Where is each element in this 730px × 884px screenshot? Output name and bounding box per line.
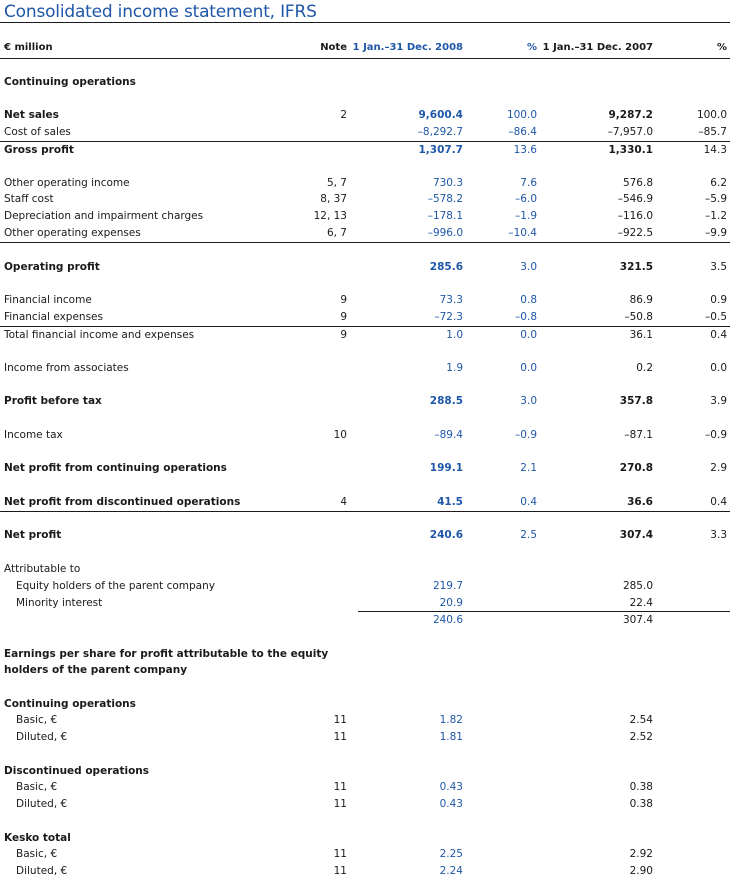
value-2008: 285.6 — [429, 261, 463, 273]
row-label: Cost of sales — [4, 126, 71, 138]
table-row — [0, 360, 730, 377]
table-row — [0, 578, 730, 595]
row-label: Attributable to — [4, 563, 81, 575]
value-2007: 270.8 — [619, 462, 653, 474]
row-label: Depreciation and impairment charges — [4, 210, 204, 222]
row-label: Kesko total — [4, 832, 71, 844]
value-2008: 288.5 — [429, 395, 463, 407]
pct-2008: 3.0 — [520, 261, 537, 273]
value-2008: 219.7 — [432, 580, 463, 592]
pct-2007: 14.3 — [703, 144, 727, 156]
pct-2007: 3.3 — [710, 529, 727, 541]
pct-2008: 100.0 — [506, 109, 537, 121]
table-row — [0, 225, 730, 243]
value-2008: 73.3 — [439, 294, 463, 306]
pct-2007: –0.5 — [705, 311, 727, 323]
row-label: Earnings per share for profit attributable to the equity — [4, 648, 329, 660]
value-2007: 2.90 — [629, 865, 653, 877]
value-2008: –72.3 — [434, 311, 463, 323]
row-note: 11 — [333, 848, 347, 860]
row-label: Net profit — [4, 529, 62, 541]
table-row — [0, 191, 730, 208]
value-2007: 357.8 — [619, 395, 653, 407]
table-row — [0, 259, 730, 276]
row-label: Minority interest — [16, 597, 103, 609]
value-2008: 240.6 — [432, 614, 463, 626]
pct-2008: 0.0 — [520, 362, 537, 374]
pct-2007: –5.9 — [705, 193, 727, 205]
value-2007: 2.54 — [629, 714, 653, 726]
pct-2007: 0.0 — [710, 362, 727, 374]
row-label: Total financial income and expenses — [4, 329, 195, 341]
table-row — [0, 393, 730, 410]
header-period-2007: 1 Jan.–31 Dec. 2007 — [542, 42, 653, 53]
pct-2008: 2.5 — [520, 529, 537, 541]
table-row — [0, 141, 730, 159]
row-label: Income tax — [4, 429, 63, 441]
value-2008: 1.9 — [446, 362, 463, 374]
row-note: 12, 13 — [313, 210, 347, 222]
pct-2007: 6.2 — [710, 177, 727, 189]
value-2007: 86.9 — [629, 294, 653, 306]
row-note: 6, 7 — [326, 227, 347, 239]
value-2007: –546.9 — [617, 193, 653, 205]
pct-2008: 2.1 — [520, 462, 537, 474]
row-note: 11 — [333, 714, 347, 726]
header-note: Note — [320, 42, 347, 53]
value-2007: 0.2 — [636, 362, 653, 374]
pct-2008: 0.4 — [520, 496, 537, 508]
value-2008: –578.2 — [427, 193, 463, 205]
row-note: 11 — [333, 781, 347, 793]
pct-2007: 100.0 — [696, 109, 727, 121]
row-note: 4 — [340, 496, 347, 508]
value-2007: 307.4 — [622, 614, 653, 626]
row-label: Net profit from discontinued operations — [4, 496, 241, 508]
pct-2007: 3.9 — [710, 395, 727, 407]
row-note: 10 — [333, 429, 347, 441]
value-2007: 321.5 — [619, 261, 653, 273]
row-label: Basic, € — [16, 848, 58, 860]
row-note: 5, 7 — [326, 177, 347, 189]
header-unit: € million — [4, 42, 53, 53]
value-2008: 730.3 — [432, 177, 463, 189]
value-2007: 36.1 — [629, 329, 653, 341]
value-2008: 41.5 — [437, 496, 463, 508]
value-2007: 22.4 — [629, 597, 653, 609]
value-2007: –922.5 — [617, 227, 653, 239]
row-label: Net profit from continuing operations — [4, 462, 227, 474]
pct-2007: –85.7 — [698, 126, 727, 138]
page-title: Consolidated income statement, IFRS — [4, 2, 317, 22]
pct-2008: –10.4 — [508, 227, 537, 239]
value-2008: 1.82 — [439, 714, 463, 726]
row-label: Diluted, € — [16, 865, 68, 877]
row-label: Financial expenses — [4, 311, 103, 323]
header-pct-2008: % — [526, 42, 537, 53]
value-2008: –996.0 — [427, 227, 463, 239]
pct-2007: –1.2 — [705, 210, 727, 222]
row-note: 9 — [340, 294, 347, 306]
pct-2008: –6.0 — [515, 193, 537, 205]
value-2007: 36.6 — [627, 496, 653, 508]
row-note: 8, 37 — [320, 193, 347, 205]
table-row — [0, 175, 730, 192]
pct-2008: –86.4 — [508, 126, 537, 138]
value-2008: –8,292.7 — [417, 126, 463, 138]
value-2008: 199.1 — [429, 462, 463, 474]
table-row — [0, 427, 730, 444]
pct-2008: 0.8 — [520, 294, 537, 306]
value-2007: 9,287.2 — [608, 109, 653, 121]
value-2008: 1.81 — [439, 731, 463, 743]
pct-2007: 3.5 — [710, 261, 727, 273]
table-row — [0, 712, 730, 729]
row-note: 9 — [340, 311, 347, 323]
value-2008: 2.24 — [439, 865, 463, 877]
value-2008: 1.0 — [446, 329, 463, 341]
pct-2007: 0.9 — [710, 294, 727, 306]
table-row — [0, 729, 730, 746]
table-row — [0, 662, 730, 679]
pct-2008: –0.8 — [515, 311, 537, 323]
value-2008: 240.6 — [429, 529, 463, 541]
value-2007: 307.4 — [619, 529, 653, 541]
pct-2007: 0.4 — [710, 496, 727, 508]
row-label: Diluted, € — [16, 731, 68, 743]
row-label: Staff cost — [4, 193, 54, 205]
value-2007: 576.8 — [622, 177, 653, 189]
table-row — [0, 107, 730, 124]
pct-2008: 3.0 — [520, 395, 537, 407]
row-label: Basic, € — [16, 714, 58, 726]
pct-2008: 7.6 — [520, 177, 537, 189]
table-row — [0, 124, 730, 141]
pct-2007: 2.9 — [710, 462, 727, 474]
row-label: Profit before tax — [4, 395, 102, 407]
value-2007: 0.38 — [629, 781, 653, 793]
table-row — [0, 460, 730, 477]
value-2007: –87.1 — [624, 429, 653, 441]
table-row — [0, 527, 730, 544]
row-label: Financial income — [4, 294, 92, 306]
value-2007: –116.0 — [617, 210, 653, 222]
pct-2008: 13.6 — [513, 144, 537, 156]
value-2007: 285.0 — [622, 580, 653, 592]
value-2008: –178.1 — [427, 210, 463, 222]
row-label: Operating profit — [4, 261, 100, 273]
table-row — [0, 326, 730, 344]
row-label: Continuing operations — [4, 698, 136, 710]
table-row — [0, 595, 730, 612]
row-label: Gross profit — [4, 144, 74, 156]
table-row — [0, 846, 730, 863]
value-2008: 2.25 — [439, 848, 463, 860]
value-2008: 0.43 — [439, 781, 463, 793]
title-divider — [0, 22, 730, 23]
value-2008: 9,600.4 — [418, 109, 463, 121]
value-2007: –50.8 — [624, 311, 653, 323]
pct-2008: 0.0 — [520, 329, 537, 341]
row-label: Diluted, € — [16, 798, 68, 810]
table-row — [0, 612, 730, 629]
table-row — [0, 863, 730, 880]
header-pct-2007: % — [716, 42, 727, 53]
row-note: 11 — [333, 798, 347, 810]
table-row — [0, 292, 730, 309]
table-row — [0, 830, 730, 847]
value-2007: 2.52 — [629, 731, 653, 743]
pct-2008: –1.9 — [515, 210, 537, 222]
table-row — [0, 309, 730, 326]
table-row — [0, 696, 730, 713]
header-period-2008: 1 Jan.–31 Dec. 2008 — [352, 42, 463, 53]
table-row — [0, 74, 730, 91]
table-row — [0, 763, 730, 780]
table-row — [0, 561, 730, 578]
pct-2007: –9.9 — [705, 227, 727, 239]
row-note: 9 — [340, 329, 347, 341]
value-2007: –7,957.0 — [607, 126, 653, 138]
value-2008: 1,307.7 — [418, 144, 463, 156]
row-label: holders of the parent company — [4, 664, 188, 676]
table-row — [0, 779, 730, 796]
row-note: 11 — [333, 865, 347, 877]
row-label: Equity holders of the parent company — [16, 580, 215, 592]
row-label: Continuing operations — [4, 76, 136, 88]
row-label: Basic, € — [16, 781, 58, 793]
value-2007: 1,330.1 — [608, 144, 653, 156]
value-2008: –89.4 — [434, 429, 463, 441]
pct-2008: –0.9 — [515, 429, 537, 441]
value-2007: 0.38 — [629, 798, 653, 810]
value-2008: 0.43 — [439, 798, 463, 810]
row-label: Income from associates — [4, 362, 129, 374]
table-row — [0, 646, 730, 663]
value-2007: 2.92 — [629, 848, 653, 860]
table-header — [0, 40, 730, 59]
row-label: Discontinued operations — [4, 765, 150, 777]
pct-2007: 0.4 — [710, 329, 727, 341]
table-row — [0, 796, 730, 813]
row-label: Other operating expenses — [4, 227, 141, 239]
row-label: Net sales — [4, 109, 59, 121]
row-note: 11 — [333, 731, 347, 743]
table-row — [0, 208, 730, 225]
value-2008: 20.9 — [439, 597, 463, 609]
pct-2007: –0.9 — [705, 429, 727, 441]
row-note: 2 — [340, 109, 347, 121]
row-label: Other operating income — [4, 177, 130, 189]
table-row — [0, 494, 730, 512]
